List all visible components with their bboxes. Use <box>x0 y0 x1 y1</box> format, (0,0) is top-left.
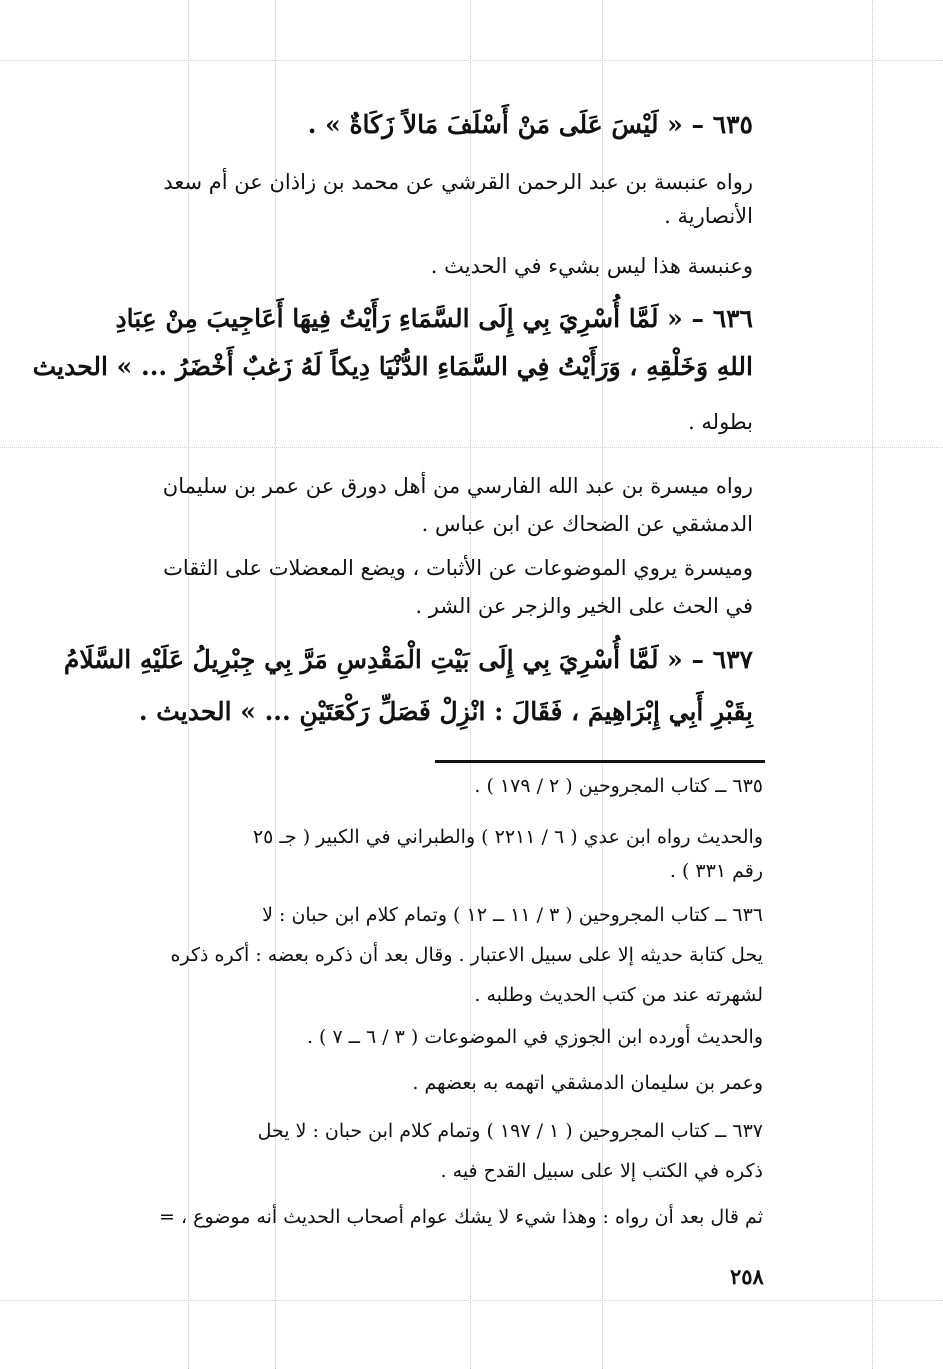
body-line: الأنصارية . <box>664 204 753 228</box>
body-line: رواه ميسرة بن عبد الله الفارسي من أهل دورق عن عمر بن سليمان <box>162 474 753 498</box>
guide-line <box>0 1300 943 1301</box>
hadith-636-text: اللهِ وَخَلْقِهِ ، وَرَأَيْتُ فِي السَّمَاءِ الدُّنْيَا دِيكاً لَهُ زَغبٌ أَخْضَرُ ... » الحديث <box>32 352 753 381</box>
guide-line <box>0 60 943 61</box>
guide-line <box>872 0 873 1369</box>
footnote-line: ٦٣٦ ــ كتاب المجروحين ( ٣ / ١١ ــ ١٢ ) وتمام كلام ابن حبان : لا <box>262 904 763 926</box>
footnote-line: والحديث أورده ابن الجوزي في الموضوعات ( ٣ / ٦ ــ ٧ ) . <box>306 1026 763 1048</box>
guide-line <box>188 0 189 1369</box>
hadith-636-text: ٦٣٦ – « لَمَّا أُسْرِيَ بِي إِلَى السَّمَاءِ رَأَيْتُ فِيهَا أَعَاجِيبَ مِنْ عِبَادِ <box>115 304 753 333</box>
body-line: وعنبسة هذا ليس بشيء في الحديث . <box>430 254 753 278</box>
footnote-line: يحل كتابة حديثه إلا على سبيل الاعتبار . وقال بعد أن ذكره بعضه : أكره ذكره <box>170 944 763 966</box>
footnote-line: لشهرته عند من كتب الحديث وطلبه . <box>474 984 763 1006</box>
body-line: في الحث على الخير والزجر عن الشر . <box>415 594 753 618</box>
footnote-line: ٦٣٧ ــ كتاب المجروحين ( ١ / ١٩٧ ) وتمام كلام ابن حبان : لا يحل <box>257 1120 763 1142</box>
hadith-637-text: بِقَبْرِ أَبِي إِبْرَاهِيمَ ، فَقَالَ : انْزِلْ فَصَلِّ رَكْعَتَيْنِ ... » الحديث . <box>138 697 753 726</box>
body-line: الدمشقي عن الضحاك عن ابن عباس . <box>421 512 753 536</box>
body-line: بطوله . <box>688 410 753 434</box>
footnote-line: وعمر بن سليمان الدمشقي اتهمه به بعضهم . <box>412 1072 763 1094</box>
footnote-line: ذكره في الكتب إلا على سبيل القدح فيه . <box>440 1160 763 1182</box>
body-line: رواه عنبسة بن عبد الرحمن القرشي عن محمد بن زاذان عن أم سعد <box>163 170 753 194</box>
footnote-line: ثم قال بعد أن رواه : وهذا شيء لا يشك عوام أصحاب الحديث أنه موضوع ، = <box>159 1206 763 1228</box>
hadith-635-text: ٦٣٥ – « لَيْسَ عَلَى مَنْ أَسْلَفَ مَالاً زَكَاةٌ » . <box>307 110 753 139</box>
footnote-separator <box>435 760 765 763</box>
footnote-line: ٦٣٥ ــ كتاب المجروحين ( ٢ / ١٧٩ ) . <box>474 775 763 797</box>
footnote-line: والحديث رواه ابن عدي ( ٦ / ٢٢١١ ) والطبراني في الكبير ( جـ ٢٥ <box>252 826 763 848</box>
page-number: ٢٥٨ <box>730 1264 764 1289</box>
guide-line <box>0 447 943 448</box>
footnote-line: رقم ٣٣١ ) . <box>669 860 763 882</box>
guide-line <box>275 0 276 1369</box>
body-line: وميسرة يروي الموضوعات عن الأثبات ، ويضع المعضلات على الثقات <box>163 556 753 580</box>
hadith-637-text: ٦٣٧ – « لَمَّا أُسْرِيَ بِي إِلَى بَيْتِ الْمَقْدِسِ مَرَّ بِي جِبْرِيلُ عَلَيْهِ السَّلَامُ <box>63 645 753 674</box>
